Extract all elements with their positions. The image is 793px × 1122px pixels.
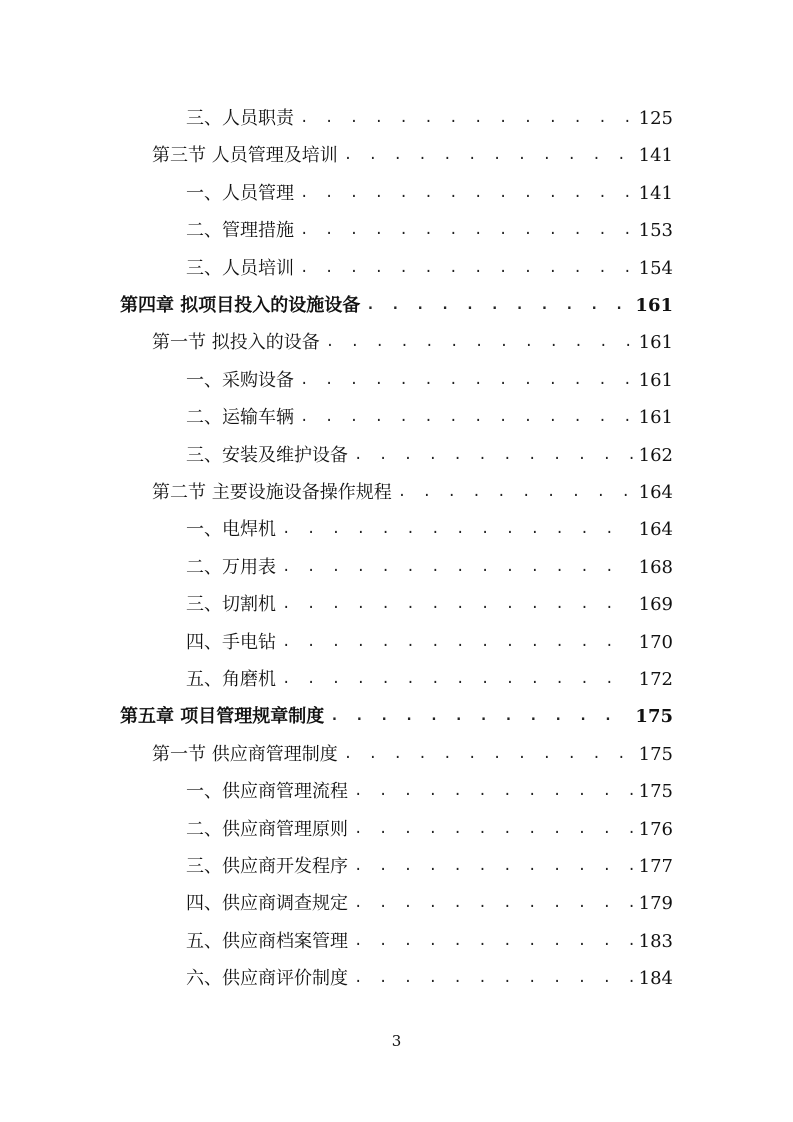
toc-item-row[interactable] xyxy=(186,549,673,586)
toc-dot-leader xyxy=(354,773,633,810)
toc-entry-page-number: 125 xyxy=(638,108,673,129)
toc-item-row[interactable] xyxy=(186,624,673,661)
toc-dot-leader xyxy=(354,848,633,885)
toc-dot-leader xyxy=(300,362,633,399)
toc-entry-title: 一、电焊机 xyxy=(186,519,276,541)
toc-item-row[interactable] xyxy=(186,661,673,698)
toc-entry-title: 五、角磨机 xyxy=(186,669,276,690)
toc-item-row[interactable] xyxy=(186,923,673,960)
toc-dot-leader xyxy=(344,736,633,773)
toc-dot-leader xyxy=(282,511,633,548)
toc-entry-title: 四、手电钻 xyxy=(186,631,276,653)
toc-section-row[interactable] xyxy=(152,474,673,511)
page-number: 3 xyxy=(391,1032,402,1050)
toc-entry-page-number: 164 xyxy=(638,519,673,541)
toc-entry-page-number: 141 xyxy=(638,145,673,167)
toc-dot-leader xyxy=(398,474,633,511)
toc-entry-page-number: 161 xyxy=(638,369,673,391)
toc-entry-title: 二、供应商管理原则 xyxy=(186,818,348,840)
toc-dot-leader xyxy=(354,960,633,997)
toc-dot-leader xyxy=(326,324,633,361)
toc-entry-title: 一、人员管理 xyxy=(186,182,294,204)
toc-entry-title: 第三节 人员管理及培训 xyxy=(152,145,338,167)
toc-entry-title: 第二节 主要设施设备操作规程 xyxy=(152,482,392,503)
toc-item-row[interactable] xyxy=(186,960,673,997)
toc-entry-page-number: 177 xyxy=(638,856,673,877)
toc-dot-leader xyxy=(354,923,633,960)
toc-entry-title: 三、切割机 xyxy=(186,594,276,616)
toc-entry-page-number: 161 xyxy=(638,332,673,354)
toc-entry-title: 六、供应商评价制度 xyxy=(186,968,348,990)
toc-entry-page-number: 175 xyxy=(638,781,673,803)
toc-dot-leader xyxy=(354,811,633,848)
toc-item-row[interactable] xyxy=(186,848,673,885)
toc-dot-leader xyxy=(282,624,633,661)
toc-entry-title: 一、采购设备 xyxy=(186,369,294,391)
toc-entry-title: 三、人员培训 xyxy=(186,257,294,279)
toc-entry-title: 第一节 拟投入的设备 xyxy=(152,332,320,354)
toc-entry-page-number: 161 xyxy=(638,407,673,429)
toc-dot-leader xyxy=(300,250,633,287)
toc-entry-page-number: 154 xyxy=(638,257,673,279)
toc-entry-title: 三、安装及维护设备 xyxy=(186,444,348,466)
toc-item-row[interactable] xyxy=(186,773,673,810)
toc-entry-title: 四、供应商调查规定 xyxy=(186,893,348,915)
toc-item-row[interactable] xyxy=(186,100,673,137)
toc-entry-page-number: 175 xyxy=(635,706,673,728)
toc-entry-page-number: 175 xyxy=(638,743,673,765)
toc-entry-page-number: 153 xyxy=(638,220,673,242)
toc-dot-leader xyxy=(344,137,633,174)
toc-dot-leader xyxy=(366,287,629,324)
toc-entry-title: 一、供应商管理流程 xyxy=(186,781,348,803)
toc-entry-page-number: 141 xyxy=(638,182,673,204)
toc-entry-title: 二、万用表 xyxy=(186,556,276,578)
toc-dot-leader xyxy=(300,100,633,137)
toc-item-row[interactable] xyxy=(186,437,673,474)
toc-entry-page-number: 164 xyxy=(638,482,673,503)
toc-item-row[interactable] xyxy=(186,511,673,548)
toc-item-row[interactable] xyxy=(186,586,673,623)
toc-entry-title: 第五章 项目管理规章制度 xyxy=(120,706,325,728)
toc-entry-title: 三、供应商开发程序 xyxy=(186,856,348,877)
toc-entry-page-number: 162 xyxy=(638,444,673,466)
toc-item-row[interactable] xyxy=(186,212,673,249)
toc-item-row[interactable] xyxy=(186,175,673,212)
toc-section-row[interactable] xyxy=(152,137,673,174)
toc-item-row[interactable] xyxy=(186,885,673,922)
toc-dot-leader xyxy=(354,437,633,474)
toc-entry-page-number: 161 xyxy=(635,295,673,316)
toc-item-row[interactable] xyxy=(186,362,673,399)
toc-entry-page-number: 172 xyxy=(638,669,673,690)
toc-entry-title: 二、运输车辆 xyxy=(186,407,294,429)
toc-dot-leader xyxy=(282,661,633,698)
toc-entry-page-number: 176 xyxy=(638,818,673,840)
toc-dot-leader xyxy=(354,885,633,922)
toc-dot-leader xyxy=(300,399,633,436)
toc-entry-title: 二、管理措施 xyxy=(186,220,294,242)
toc-entry-title: 三、人员职责 xyxy=(186,108,294,129)
toc-section-row[interactable] xyxy=(152,324,673,361)
toc-dot-leader xyxy=(282,586,633,623)
toc-entry-page-number: 183 xyxy=(638,930,673,952)
toc-entry-page-number: 184 xyxy=(638,968,673,990)
toc-entry-page-number: 170 xyxy=(638,631,673,653)
toc-section-row[interactable] xyxy=(152,736,673,773)
toc-entry-page-number: 168 xyxy=(638,556,673,578)
toc-entry-title: 第四章 拟项目投入的设施设备 xyxy=(120,295,361,316)
toc-dot-leader xyxy=(300,212,633,249)
toc-chapter-row[interactable] xyxy=(120,698,673,735)
toc-dot-leader xyxy=(300,175,633,212)
toc-item-row[interactable] xyxy=(186,250,673,287)
toc-entry-title: 五、供应商档案管理 xyxy=(186,930,348,952)
toc-entry-title: 第一节 供应商管理制度 xyxy=(152,743,338,765)
toc-dot-leader xyxy=(330,698,629,735)
toc-item-row[interactable] xyxy=(186,811,673,848)
toc-item-row[interactable] xyxy=(186,399,673,436)
toc-chapter-row[interactable] xyxy=(120,287,673,324)
toc-dot-leader xyxy=(282,549,633,586)
toc-entry-page-number: 169 xyxy=(638,594,673,616)
toc-entry-page-number: 179 xyxy=(638,893,673,915)
